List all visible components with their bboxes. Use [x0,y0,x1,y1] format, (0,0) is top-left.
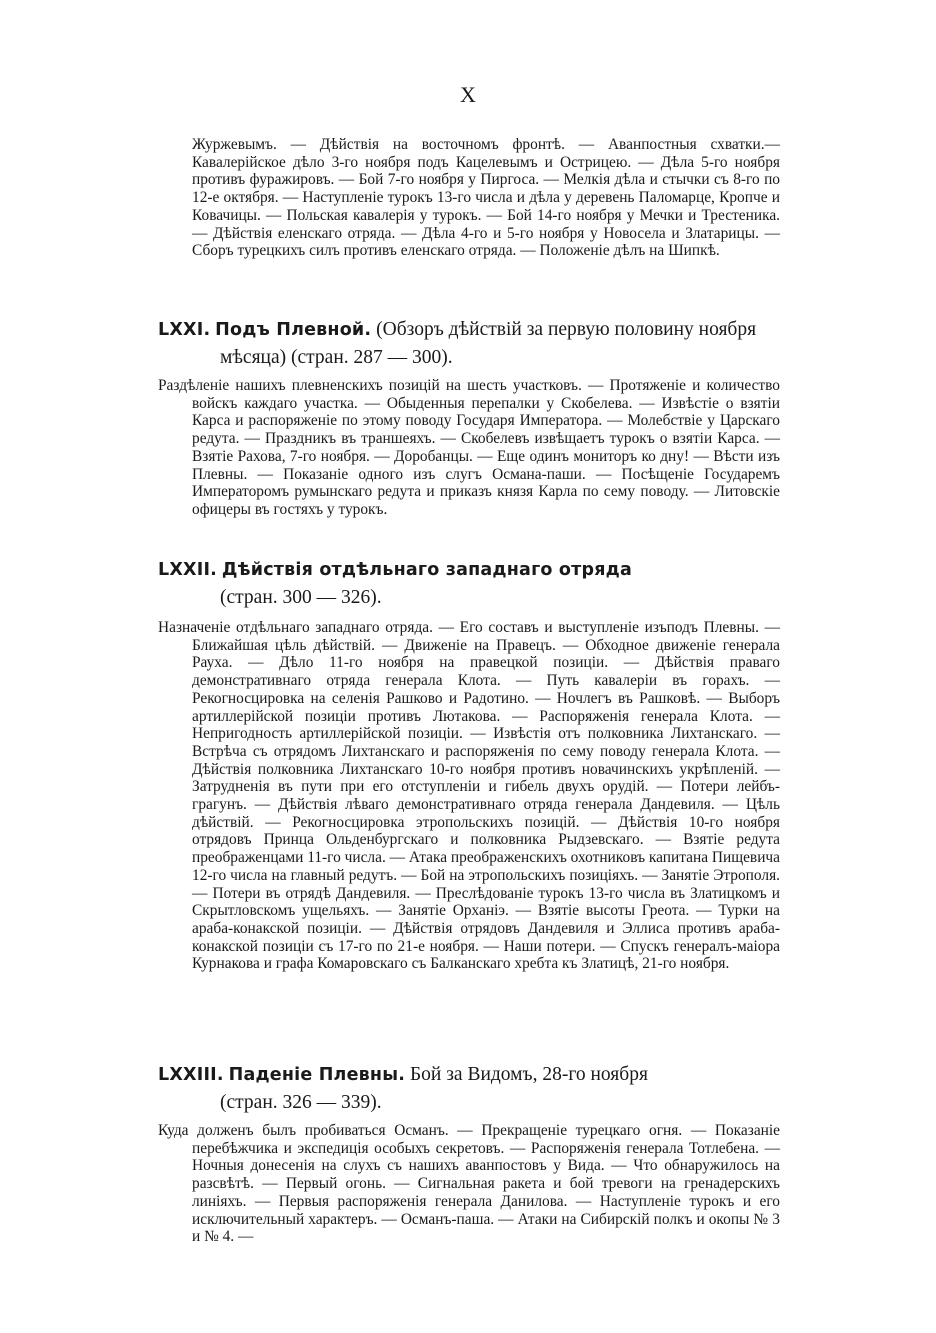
chapter-summary-lxxi: Раздѣленіе нашихъ плевненскихъ позицій на шесть участковъ. — Протяженіе и количество войскъ каждаго участка. — Обыденныя перепалки у Скобелева. — Извѣстіе о взятіи Карса и распоряженіе по этому поводу Государя Императора. — Молебствіе у Царскаго редута. — Праздникъ въ траншеяхъ. — Скобелевъ извѣщаетъ турокъ о взятіи Карса. — Взятіе Рахова, 7-го ноября. — Доробанцы. — Еще одинъ мониторъ ко дну! — Вѣсти изъ Плевны. — Показаніе одного изъ слугъ Османа-паши. — Посѣщеніе Государемъ Императоромъ румынскаго редута и приказъ князя Карла по сему поводу. — Литовскіе офицеры въ гостяхъ у турокъ. [158,377,780,518]
chapter-summary-lxxii: Назначеніе отдѣльнаго западнаго отряда. — Его составъ и выступленіе изъподъ Плевны. — Ближайшая цѣль дѣйствій. — Движеніе на Правецъ. — Обходное движеніе генерала Рауха. — Дѣло 11-го ноября на правецкой позиціи. — Дѣйствія праваго демонстративнаго отряда генерала Клота. — Путь кавалеріи въ горахъ. — Рекогносцировка на селенія Рашково и Радотино. — Ночлегъ въ Рашковѣ. — Выборъ артиллерійской позиціи противъ Лютакова. — Распоряженія генерала Клота. — Непригодность артиллерійской позиціи. — Извѣстія отъ полковника Лихтанскаго. — Встрѣча съ отрядомъ Лихтанскаго и распоряженія по сему поводу генерала Клота. — Дѣйствія полковника Лихтанскаго 10-го ноября противъ новачинскихъ укрѣпленій. — Затрудненія въ пути при его отступленіи и гибель двухъ орудій. — Потери лейбъ-грагунъ. — Дѣйствія лѣваго демонстративнаго отряда генерала Дандевиля. — Цѣль дѣйствій. — Рекогносцировка этропольскихъ позицій. — Дѣйствія 10-го ноября отрядовъ Принца Ольденбургскаго и полковника Рыдзевскаго. — Взятіе редута преображенцами 11-го числа. — Атака преображенскихъ охотниковъ капитана Пищевича 12-го числа на главный редутъ. — Бой на этропольскихъ позиціяхъ. — Занятіе Этрополя. — Потери въ отрядѣ Дандевиля. — Преслѣдованіе турокъ 13-го числа въ Златицкомъ и Скрытловскомъ ущельяхъ. — Занятіе Орханіэ. — Взятіе высоты Греота. — Турки на араба-конакской позиціи. — Дѣйствія отрядовъ Дандевиля и Эллиса противъ араба-конакской позиціи съ 17-го по 21-е ноября. — Наши потери. — Спускъ генералъ-маіора Курнакова и графа Комаровскаго съ Балканскаго хребта къ Златицѣ, 21-го ноября. [158,619,780,973]
chapter-number: LXXII. [158,560,218,580]
chapter-pages: (стран. 326 — 339). [220,1092,382,1113]
chapter-pages: мѣсяца) (стран. 287 — 300). [220,347,453,368]
chapter-heading-lxxii [158,556,780,611]
chapter-number: LXXI. [158,320,211,340]
intro-paragraph: Журжевымъ. — Дѣйствія на восточномъ фронтѣ. — Аванпостныя схватки.— Кавалерійское дѣло 3-го ноября подъ Кацелевымъ и Острицею. — Дѣла 5-го ноября противъ фуражировъ. — Бой 7-го ноября у Пиргоса. — Мелкія дѣла и стычки съ 8-го по 12-е октября. — Наступленіе турокъ 13-го числа и дѣла у деревень Паломарце, Кропче и Ковачицы. — Польская кавалерія у турокъ. — Бой 14-го ноября у Мечки и Трестеника. — Дѣйствія еленскаго отряда. — Дѣла 4-го и 5-го ноября у Новосела и Златарицы. — Сборъ турецкихъ силъ противъ еленскаго отряда. — Положеніе дѣлъ на Шипкѣ. [192,136,780,260]
chapter-heading-lxxi [158,316,780,371]
page-number: X [460,82,476,107]
chapter-title: Дѣйствія отдѣльнаго западнаго отряда [221,560,632,580]
chapter-title: Подъ Плевной. [215,320,372,340]
chapter-pages: (стран. 300 — 326). [220,587,382,608]
chapter-number: LXXIII. [158,1065,224,1085]
chapter-subtitle: (Обзоръ дѣйствій за первую половину ноября [376,319,757,340]
chapter-heading-lxxiii [158,1061,780,1116]
chapter-summary-lxxiii: Куда долженъ былъ пробиваться Османъ. — Прекращеніе турецкаго огня. — Показаніе перебѣжчика и экспедиція особыхъ секретовъ. — Распоряженія генерала Тотлебена. — Ночныя донесенія на слухъ съ нашихъ аванпостовъ у Вида. — Что обнаружилось на разсвѣтѣ. — Первый огонь. — Сигнальная ракета и бой тревоги на гренадерскихъ линіяхъ. — Первыя распоряженія генерала Данилова. — Наступленіе турокъ и его исключительный характеръ. — Османъ-паша. — Атаки на Сибирскій полкъ и окопы № 3 и № 4. — [158,1122,780,1246]
chapter-title: Паденіе Плевны. [228,1065,406,1085]
chapter-subtitle: Бой за Видомъ, 28-го ноября [409,1064,648,1085]
